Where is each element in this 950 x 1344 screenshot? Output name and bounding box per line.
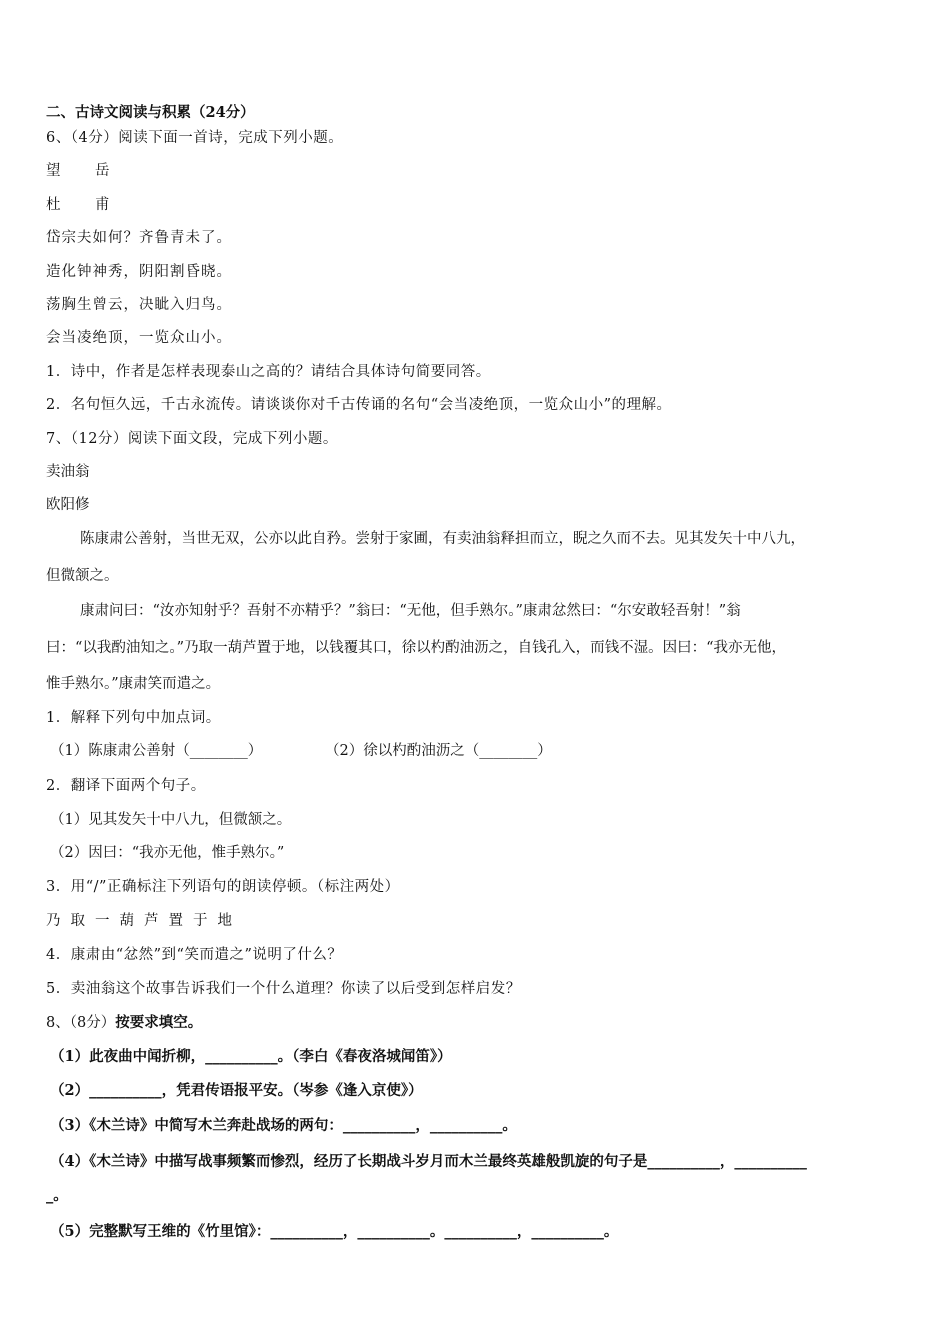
passage-para2-line2: 曰：“以我酌油知之。”乃取一葫芦置于地，以钱覆其口，徐以杓酌油沥之，自钱孔入，而钱不湿。因曰：“我亦无他， — [46, 640, 786, 656]
q7-question-2-b: （2）因曰：“我亦无他，惟手熟尔。” — [50, 845, 285, 861]
q8-stem — [46, 1013, 202, 1033]
q7-question-1-b: （2）徐以杓酌油沥之（________） — [325, 743, 552, 759]
q7-question-1: 1．解释下列句中加点词。 — [46, 710, 221, 726]
poem-line-2: 造化钟神秀，阴阳割昏晓。 — [46, 264, 232, 280]
passage-para2-line3: 惟手熟尔。”康肃笑而遣之。 — [46, 676, 221, 692]
q7-question-4: 4．康肃由“忿然”到“笑而遣之”说明了什么？ — [46, 947, 343, 963]
q8-item-5: （5）完整默写王维的《竹里馆》：__________，__________。__________，__________。 — [50, 1223, 619, 1240]
section-title: 二、古诗文阅读与积累（24分） — [46, 104, 255, 121]
q7-stem: 7、（12分）阅读下面文段，完成下列小题。 — [46, 431, 338, 447]
passage-para2-line1: 康肃问曰：“汝亦知射乎？吾射不亦精乎？”翁曰：“无他，但手熟尔。”康肃忿然曰：“尔安敢轻吾射！”翁 — [80, 603, 741, 619]
passage-title: 卖油翁 — [46, 464, 90, 480]
q8-item-2: （2）__________，凭君传语报平安。（岑参《逢入京使》） — [50, 1082, 423, 1099]
q8-item-1: （1）此夜曲中闻折柳，__________。（李白《春夜洛城闻笛》） — [50, 1048, 452, 1065]
poem-author: 杜 甫 — [46, 197, 120, 213]
q6-stem: 6、（4分）阅读下面一首诗，完成下列小题。 — [46, 130, 344, 146]
q8-item-4-cont: _。 — [46, 1187, 68, 1204]
poem-line-1: 岱宗夫如何？齐鲁青未了。 — [46, 230, 232, 246]
poem-line-3: 荡胸生曾云，决眦入归鸟。 — [46, 297, 232, 313]
q6-question-2: 2．名句恒久远，千古永流传。请谈谈你对千古传诵的名句“会当凌绝顶，一览众山小”的理解。 — [46, 397, 672, 413]
passage-author: 欧阳修 — [46, 497, 90, 513]
poem-title: 望 岳 — [46, 163, 120, 179]
passage-para1-line1: 陈康肃公善射，当世无双，公亦以此自矜。尝射于家圃，有卖油翁释担而立，睨之久而不去。见其发矢十中八九， — [80, 531, 805, 547]
q7-question-3-text: 乃取一葫芦置于地 — [46, 913, 242, 929]
q6-question-1: 1．诗中，作者是怎样表现泰山之高的？请结合具体诗句简要同答。 — [46, 364, 491, 380]
q8-stem-prefix: 8、（8分） — [46, 1015, 116, 1031]
q7-question-1-a: （1）陈康肃公善射（________） — [50, 743, 263, 759]
q7-question-5: 5．卖油翁这个故事告诉我们一个什么道理？你读了以后受到怎样启发？ — [46, 981, 521, 997]
q8-stem-bold: 按要求填空。 — [115, 1014, 203, 1031]
passage-para1-line2: 但微颔之。 — [46, 568, 119, 584]
q8-item-3: （3）《木兰诗》中简写木兰奔赴战场的两句：__________，__________。 — [50, 1117, 517, 1134]
q7-question-2: 2．翻译下面两个句子。 — [46, 778, 206, 794]
q7-question-2-a: （1）见其发矢十中八九，但微颔之。 — [50, 812, 292, 828]
q7-question-3: 3．用“/”正确标注下列语句的朗读停顿。（标注两处） — [46, 879, 400, 895]
q8-item-4: （4）《木兰诗》中描写战事频繁而惨烈，经历了长期战斗岁月而木兰最终英雄般凯旋的句子是__________，__________ — [50, 1153, 807, 1170]
poem-line-4: 会当凌绝顶，一览众山小。 — [46, 330, 232, 346]
